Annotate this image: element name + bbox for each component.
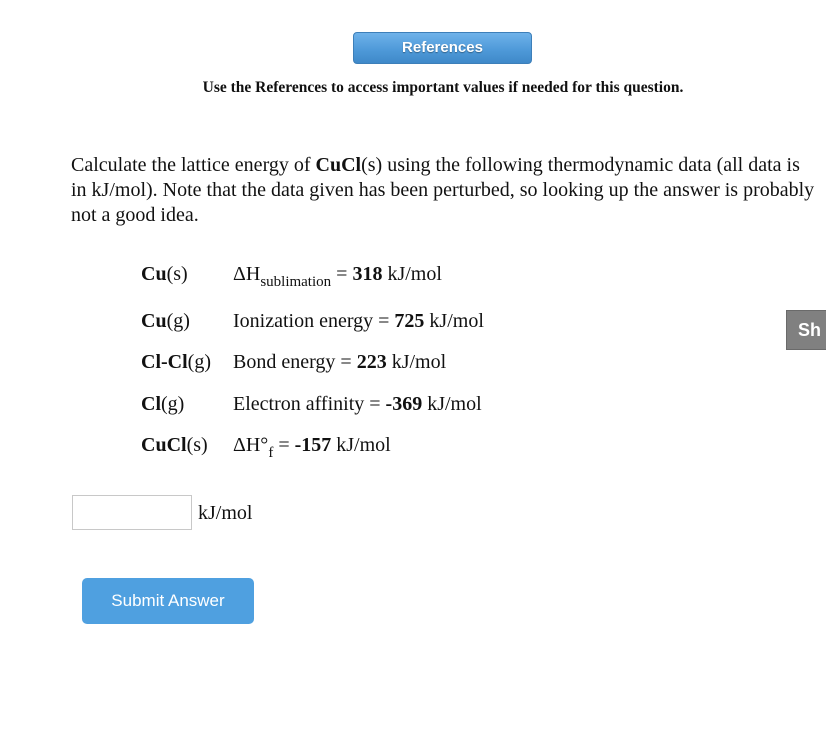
data-description: Ionization energy = 725 kJ/mol xyxy=(233,310,484,332)
submit-answer-button[interactable]: Submit Answer xyxy=(82,578,254,624)
species-label: Cu(s) xyxy=(141,263,188,285)
data-description: $\Delta H^\circ_f = -157$ kJ/mol xyxy=(233,434,391,461)
question-compound: CuCl xyxy=(315,154,362,176)
data-description: Bond energy = 223 kJ/mol xyxy=(233,351,447,373)
references-button[interactable]: References xyxy=(353,32,532,64)
species-label: Cl(g) xyxy=(141,393,185,415)
species-label: Cu(g) xyxy=(141,310,190,332)
references-note: Use the References to access important values if needed for this question. xyxy=(202,79,684,96)
answer-input[interactable] xyxy=(72,495,192,530)
data-description: Electron affinity = -369 kJ/mol xyxy=(233,393,482,415)
question-text xyxy=(71,153,819,228)
question-pre: Calculate the lattice energy of xyxy=(71,154,316,176)
question-post: (s) using the following thermodynamic data (all data is in kJ/mol). Note that the data given has been perturbed, so looking up the answer is probably not a good idea. xyxy=(71,154,815,226)
side-tab-button[interactable]: Sh xyxy=(786,310,826,350)
species-label: Cl-Cl(g) xyxy=(141,351,211,373)
data-description: $\Delta H_{sublimation} = 318$ kJ/mol xyxy=(233,263,442,290)
species-label: CuCl(s) xyxy=(141,434,208,456)
answer-unit-label: kJ/mol xyxy=(198,502,253,524)
